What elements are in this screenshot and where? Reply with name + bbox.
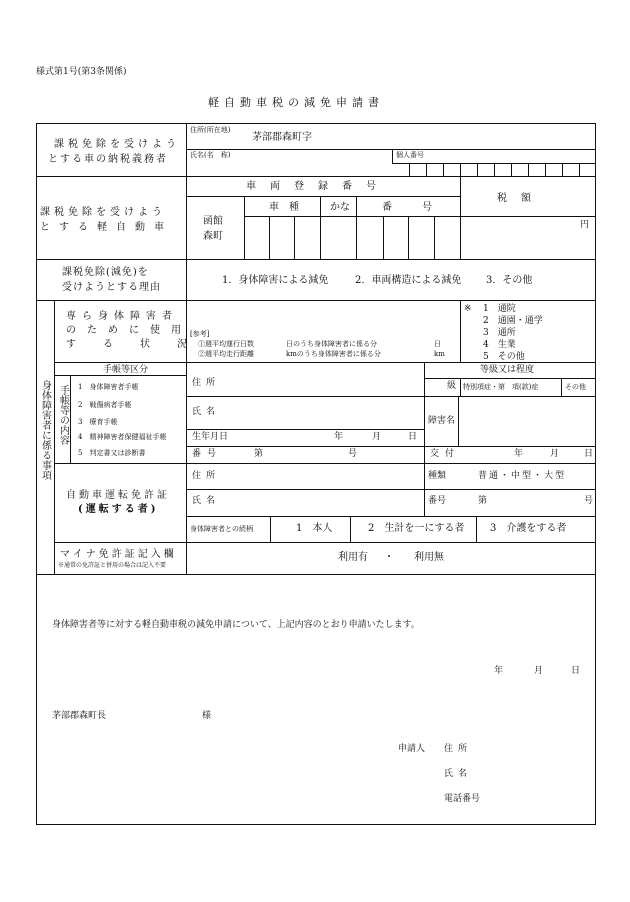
ref2-a: ②週平均走行距離 — [198, 350, 254, 358]
birth-label: 生年月日 — [192, 432, 229, 442]
handbook-address-label: 住所 — [192, 378, 221, 388]
applicant-address: 住所 — [444, 744, 473, 754]
date-month: 月 — [534, 666, 544, 676]
applicant-label: 申請人 — [398, 744, 426, 754]
license-address-label: 住所 — [192, 471, 221, 481]
note-mark: ※ — [464, 304, 472, 314]
usage-label-1: 専ら身体障害者 — [66, 311, 178, 322]
taxpayer-label-2: とする車の納税義務者 — [48, 154, 168, 165]
birth-month: 月 — [372, 432, 382, 442]
license-label-1: 自動車運転免許証 — [66, 490, 170, 501]
usage-label-2: のために使用 — [66, 325, 192, 336]
birth-day: 日 — [408, 432, 418, 442]
reason-option-3[interactable]: 3．その他 — [486, 275, 533, 286]
license-name-label: 氏名 — [192, 496, 221, 506]
tax-label: 税額 — [497, 193, 545, 204]
issue-day: 日 — [584, 449, 594, 459]
grade-other[interactable]: その他 — [565, 383, 586, 391]
ref-title: [参考] — [190, 330, 210, 338]
purpose-4[interactable]: 4 生業 — [483, 340, 516, 350]
kana-label: かな — [330, 202, 350, 213]
applicant-phone: 電話番号 — [444, 794, 481, 804]
yen-label: 円 — [580, 220, 590, 230]
honorific: 様 — [202, 711, 212, 721]
vehicle-label-1: 課税免除を受けよう — [40, 207, 166, 218]
relation-3[interactable]: 3 介護をする者 — [490, 523, 567, 534]
myna-dot: ・ — [384, 552, 394, 563]
handbook-number-label: 番号 — [192, 449, 223, 459]
relation-label: 身体障害者との続柄 — [190, 525, 253, 533]
date-year: 年 — [494, 666, 504, 676]
license-type-label: 種類 — [428, 471, 447, 481]
purpose-1[interactable]: 1 通院 — [483, 304, 516, 314]
reason-label-1: 課税免除(減免)を — [62, 267, 149, 278]
category-3[interactable]: 3 療育手帳 — [78, 418, 118, 426]
ref1-unit: 日 — [434, 340, 441, 348]
disability-name-label: 障害名 — [428, 416, 456, 426]
issue-month: 月 — [550, 449, 560, 459]
birth-year: 年 — [334, 432, 344, 442]
issue-label: 交付 — [430, 449, 461, 459]
number-label: 番号 — [382, 202, 462, 213]
issue-year: 年 — [514, 449, 524, 459]
myna-use-no[interactable]: 利用無 — [414, 552, 444, 563]
myna-use-yes[interactable]: 利用有 — [338, 552, 368, 563]
category-2[interactable]: 2 戦傷病者手帳 — [78, 401, 132, 409]
usage-label-3: する状況 — [66, 339, 214, 350]
addressee: 茅部郡森町長 — [52, 711, 107, 721]
registration-header: 車両登録番号 — [246, 181, 390, 192]
myna-label: マイナ免許証記入欄 — [60, 549, 177, 560]
purpose-2[interactable]: 2 通園・通学 — [483, 316, 543, 326]
ref2-unit: km — [434, 350, 445, 358]
handbook-number-mid: 第 — [254, 449, 264, 459]
ref1-a: ①週平均運行日数 — [198, 340, 254, 348]
category-1[interactable]: 1 身体障害者手帳 — [78, 383, 139, 391]
grade-level[interactable]: 級 — [447, 381, 457, 391]
personal-number-boxes[interactable] — [392, 163, 596, 176]
purpose-3[interactable]: 3 通所 — [483, 328, 516, 338]
region-1: 函館 — [203, 216, 223, 227]
ref1-b: 日のうち身体障害者に係る分 — [286, 340, 377, 348]
ref2-b: kmのうち身体障害者に係る分 — [286, 350, 381, 358]
purpose-5[interactable]: 5 その他 — [483, 352, 525, 362]
handbook-side-label: 手帳等の内容 — [57, 385, 69, 445]
taxpayer-label-1: 課税免除を受けよう — [54, 139, 180, 150]
category-4[interactable]: 4 精神障害者保健福祉手帳 — [78, 433, 167, 441]
category-header: 手帳等区分 — [103, 365, 149, 375]
handbook-number-suffix: 号 — [348, 449, 358, 459]
page-title: 軽自動車税の減免申請書 — [208, 96, 384, 109]
region-2: 森町 — [203, 231, 223, 242]
address-label: 住所(所在地) — [190, 126, 231, 134]
vehicle-label-2: とする軽自動車 — [40, 222, 173, 233]
grade-special[interactable]: 特別項症・第 項(款)症 — [463, 383, 539, 391]
reason-option-2[interactable]: 2．車両構造による減免 — [355, 275, 462, 286]
license-number-suffix: 号 — [584, 496, 594, 506]
reason-label-2: 受けようとする理由 — [62, 282, 161, 293]
category-5[interactable]: 5 判定書又は診断書 — [78, 449, 146, 457]
declaration-text: 身体障害者等に対する軽自動車税の減免申請について、上記内容のとおり申請いたします。 — [52, 620, 420, 630]
type-label: 車種 — [269, 202, 309, 213]
personal-number-label: 個人番号 — [396, 151, 424, 159]
registration-boxes[interactable] — [244, 216, 460, 259]
license-number-label: 番号 — [428, 496, 447, 506]
handbook-name-label: 氏名 — [192, 407, 221, 417]
license-label-2: (運転する者) — [78, 504, 159, 515]
disability-section-label: 身体障害者に係る事項 — [39, 380, 51, 480]
applicant-name: 氏名 — [444, 769, 473, 779]
address-value[interactable]: 茅部郡森町字 — [252, 132, 312, 143]
reason-option-1[interactable]: 1．身体障害による減免 — [222, 275, 329, 286]
myna-note: ※通常の免許証と併用の場合は記入不要 — [58, 562, 167, 569]
name-label: 氏名(名 称) — [190, 151, 231, 159]
license-number-mid: 第 — [478, 496, 488, 506]
form-number: 様式第1号(第3条関係) — [36, 67, 127, 77]
relation-1[interactable]: 1 本人 — [296, 523, 333, 534]
date-day: 日 — [571, 666, 581, 676]
relation-2[interactable]: 2 生計を一にする者 — [368, 523, 465, 534]
grade-header: 等級又は程度 — [480, 365, 535, 375]
license-type-value[interactable]: 普通・中型・大型 — [478, 471, 567, 481]
